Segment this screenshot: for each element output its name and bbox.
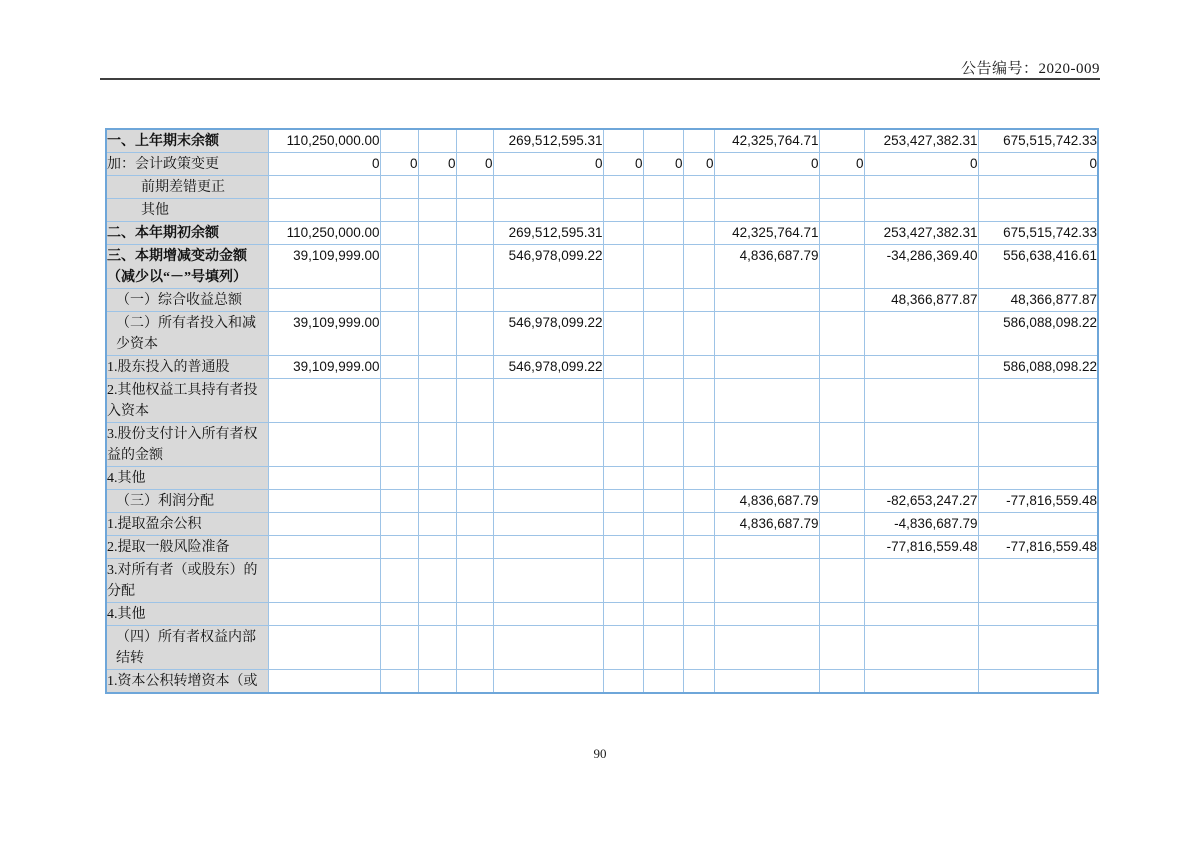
value-cell — [643, 423, 683, 467]
value-cell — [603, 289, 643, 312]
value-cell — [456, 559, 493, 603]
value-cell: 546,978,099.22 — [493, 245, 603, 289]
value-cell — [268, 379, 380, 423]
value-cell — [380, 513, 418, 536]
table-row — [106, 129, 1098, 153]
value-cell: 4,836,687.79 — [714, 245, 819, 289]
row-label-cell: 一、上年期末余额 — [106, 129, 268, 153]
row-label-cell: 2.其他权益工具持有者投入资本 — [106, 379, 268, 423]
equity-change-table — [105, 128, 1099, 694]
value-cell — [819, 199, 864, 222]
value-cell — [456, 603, 493, 626]
value-cell — [493, 559, 603, 603]
value-cell — [683, 467, 714, 490]
value-cell — [683, 423, 714, 467]
value-cell — [418, 312, 456, 356]
value-cell — [864, 423, 978, 467]
value-cell — [683, 513, 714, 536]
value-cell: 0 — [683, 153, 714, 176]
value-cell — [418, 222, 456, 245]
value-cell: 39,109,999.00 — [268, 245, 380, 289]
value-cell: 253,427,382.31 — [864, 222, 978, 245]
value-cell — [683, 289, 714, 312]
value-cell — [603, 536, 643, 559]
value-cell — [819, 245, 864, 289]
value-cell — [643, 245, 683, 289]
value-cell — [643, 490, 683, 513]
value-cell — [819, 222, 864, 245]
table-row — [106, 176, 1098, 199]
row-label-cell: 2.提取一般风险准备 — [106, 536, 268, 559]
value-cell — [456, 199, 493, 222]
table-row — [106, 245, 1098, 289]
value-cell: 675,515,742.33 — [978, 129, 1098, 153]
value-cell — [493, 467, 603, 490]
value-cell — [418, 176, 456, 199]
value-cell — [864, 356, 978, 379]
value-cell — [603, 176, 643, 199]
value-cell — [493, 379, 603, 423]
value-cell: 0 — [456, 153, 493, 176]
value-cell: 48,366,877.87 — [864, 289, 978, 312]
value-cell — [418, 670, 456, 694]
value-cell — [418, 129, 456, 153]
value-cell — [714, 289, 819, 312]
row-label-cell: 二、本年期初余额 — [106, 222, 268, 245]
value-cell: 269,512,595.31 — [493, 129, 603, 153]
value-cell — [714, 379, 819, 423]
value-cell — [456, 289, 493, 312]
row-label-cell: （三）利润分配 — [106, 490, 268, 513]
value-cell — [380, 289, 418, 312]
value-cell: 110,250,000.00 — [268, 222, 380, 245]
value-cell: 39,109,999.00 — [268, 312, 380, 356]
value-cell — [714, 603, 819, 626]
value-cell — [456, 423, 493, 467]
value-cell — [380, 379, 418, 423]
value-cell — [380, 176, 418, 199]
value-cell — [819, 356, 864, 379]
value-cell — [418, 423, 456, 467]
value-cell — [268, 626, 380, 670]
value-cell: 0 — [380, 153, 418, 176]
value-cell — [456, 490, 493, 513]
value-cell — [603, 129, 643, 153]
value-cell — [456, 626, 493, 670]
value-cell: 0 — [864, 153, 978, 176]
value-cell: -77,816,559.48 — [978, 536, 1098, 559]
value-cell — [864, 559, 978, 603]
row-label-cell: 其他 — [106, 199, 268, 222]
value-cell — [456, 312, 493, 356]
value-cell — [603, 490, 643, 513]
value-cell — [603, 245, 643, 289]
value-cell — [643, 513, 683, 536]
table-row — [106, 356, 1098, 379]
value-cell — [603, 626, 643, 670]
value-cell — [603, 513, 643, 536]
value-cell — [493, 199, 603, 222]
value-cell — [978, 379, 1098, 423]
value-cell — [714, 467, 819, 490]
value-cell — [864, 312, 978, 356]
row-label-cell: 1.股东投入的普通股 — [106, 356, 268, 379]
row-label-cell: 3.股份支付计入所有者权益的金额 — [106, 423, 268, 467]
table-row — [106, 467, 1098, 490]
value-cell: 0 — [978, 153, 1098, 176]
value-cell — [978, 626, 1098, 670]
row-label-cell: （四）所有者权益内部结转 — [106, 626, 268, 670]
equity-table-body — [106, 129, 1098, 693]
value-cell: 0 — [493, 153, 603, 176]
value-cell — [418, 199, 456, 222]
value-cell — [643, 626, 683, 670]
value-cell — [714, 356, 819, 379]
value-cell — [819, 312, 864, 356]
value-cell — [643, 603, 683, 626]
value-cell: 4,836,687.79 — [714, 490, 819, 513]
value-cell — [819, 490, 864, 513]
value-cell — [493, 513, 603, 536]
value-cell: 546,978,099.22 — [493, 356, 603, 379]
value-cell — [268, 603, 380, 626]
value-cell: 556,638,416.61 — [978, 245, 1098, 289]
value-cell — [418, 603, 456, 626]
value-cell — [456, 356, 493, 379]
value-cell: 253,427,382.31 — [864, 129, 978, 153]
value-cell — [978, 603, 1098, 626]
value-cell — [714, 312, 819, 356]
value-cell — [603, 559, 643, 603]
value-cell — [493, 603, 603, 626]
value-cell — [864, 176, 978, 199]
value-cell: 675,515,742.33 — [978, 222, 1098, 245]
value-cell — [603, 423, 643, 467]
table-row — [106, 289, 1098, 312]
value-cell — [603, 222, 643, 245]
value-cell — [819, 129, 864, 153]
value-cell: 39,109,999.00 — [268, 356, 380, 379]
value-cell — [418, 356, 456, 379]
value-cell — [978, 423, 1098, 467]
value-cell: -82,653,247.27 — [864, 490, 978, 513]
value-cell — [603, 379, 643, 423]
value-cell: 586,088,098.22 — [978, 356, 1098, 379]
value-cell: 42,325,764.71 — [714, 222, 819, 245]
value-cell — [683, 176, 714, 199]
value-cell — [683, 490, 714, 513]
value-cell — [268, 490, 380, 513]
value-cell — [268, 199, 380, 222]
value-cell: 0 — [714, 153, 819, 176]
value-cell: 42,325,764.71 — [714, 129, 819, 153]
value-cell — [456, 467, 493, 490]
value-cell: 110,250,000.00 — [268, 129, 380, 153]
table-row — [106, 513, 1098, 536]
table-row — [106, 423, 1098, 467]
value-cell — [418, 536, 456, 559]
value-cell — [268, 559, 380, 603]
value-cell: 48,366,877.87 — [978, 289, 1098, 312]
value-cell — [456, 536, 493, 559]
value-cell — [380, 129, 418, 153]
value-cell — [819, 379, 864, 423]
value-cell — [456, 245, 493, 289]
row-label-cell: 3.对所有者（或股东）的分配 — [106, 559, 268, 603]
value-cell — [603, 467, 643, 490]
value-cell — [819, 513, 864, 536]
value-cell — [380, 536, 418, 559]
value-cell — [456, 176, 493, 199]
table-row — [106, 559, 1098, 603]
value-cell: -34,286,369.40 — [864, 245, 978, 289]
page-number: 90 — [593, 746, 607, 761]
value-cell — [493, 423, 603, 467]
value-cell — [268, 289, 380, 312]
value-cell — [418, 513, 456, 536]
value-cell: 546,978,099.22 — [493, 312, 603, 356]
table-row — [106, 626, 1098, 670]
value-cell — [978, 513, 1098, 536]
value-cell — [418, 559, 456, 603]
value-cell — [714, 626, 819, 670]
value-cell — [683, 312, 714, 356]
row-label-cell: 1.提取盈余公积 — [106, 513, 268, 536]
value-cell — [643, 356, 683, 379]
value-cell — [714, 176, 819, 199]
row-label-cell: （二）所有者投入和减少资本 — [106, 312, 268, 356]
value-cell — [864, 626, 978, 670]
value-cell — [714, 423, 819, 467]
value-cell — [714, 670, 819, 694]
value-cell — [683, 129, 714, 153]
value-cell — [268, 176, 380, 199]
value-cell — [456, 513, 493, 536]
value-cell — [493, 176, 603, 199]
value-cell — [493, 626, 603, 670]
value-cell — [643, 379, 683, 423]
value-cell — [456, 379, 493, 423]
table-row — [106, 536, 1098, 559]
row-label-cell: （一）综合收益总额 — [106, 289, 268, 312]
row-label-cell: 前期差错更正 — [106, 176, 268, 199]
value-cell — [418, 379, 456, 423]
value-cell — [380, 199, 418, 222]
value-cell — [643, 467, 683, 490]
value-cell — [819, 289, 864, 312]
value-cell — [819, 626, 864, 670]
value-cell — [493, 670, 603, 694]
value-cell — [683, 199, 714, 222]
value-cell — [493, 490, 603, 513]
value-cell — [643, 199, 683, 222]
value-cell — [978, 559, 1098, 603]
value-cell — [864, 379, 978, 423]
row-label-cell: 加：会计政策变更 — [106, 153, 268, 176]
value-cell — [268, 467, 380, 490]
value-cell — [978, 199, 1098, 222]
value-cell — [643, 536, 683, 559]
value-cell — [683, 670, 714, 694]
value-cell — [819, 176, 864, 199]
value-cell — [380, 467, 418, 490]
value-cell: 269,512,595.31 — [493, 222, 603, 245]
value-cell — [268, 423, 380, 467]
value-cell — [978, 467, 1098, 490]
value-cell — [864, 670, 978, 694]
table-row — [106, 312, 1098, 356]
value-cell — [380, 626, 418, 670]
table-row — [106, 603, 1098, 626]
value-cell — [683, 222, 714, 245]
value-cell — [380, 670, 418, 694]
table-row — [106, 199, 1098, 222]
value-cell — [864, 603, 978, 626]
value-cell — [268, 513, 380, 536]
value-cell — [380, 312, 418, 356]
value-cell: 0 — [418, 153, 456, 176]
value-cell — [714, 559, 819, 603]
value-cell — [714, 199, 819, 222]
value-cell — [456, 222, 493, 245]
value-cell — [864, 467, 978, 490]
value-cell: 4,836,687.79 — [714, 513, 819, 536]
value-cell — [603, 199, 643, 222]
value-cell — [603, 670, 643, 694]
value-cell — [418, 289, 456, 312]
row-label-cell: 三、本期增减变动金额（减少以“－”号填列） — [106, 245, 268, 289]
value-cell — [643, 129, 683, 153]
value-cell — [643, 289, 683, 312]
value-cell — [819, 559, 864, 603]
value-cell — [603, 603, 643, 626]
row-label-cell: 1.资本公积转增资本（或 — [106, 670, 268, 694]
value-cell — [418, 490, 456, 513]
value-cell — [268, 536, 380, 559]
value-cell — [819, 536, 864, 559]
value-cell — [456, 670, 493, 694]
table-row — [106, 153, 1098, 176]
announcement-number: 公告编号：2020-009 — [961, 61, 1100, 77]
header-rule — [100, 78, 1100, 80]
value-cell — [819, 423, 864, 467]
value-cell — [683, 379, 714, 423]
value-cell: -77,816,559.48 — [978, 490, 1098, 513]
value-cell — [714, 536, 819, 559]
value-cell: 0 — [268, 153, 380, 176]
value-cell — [643, 559, 683, 603]
value-cell — [603, 356, 643, 379]
value-cell: 586,088,098.22 — [978, 312, 1098, 356]
value-cell — [493, 289, 603, 312]
table-row — [106, 490, 1098, 513]
value-cell — [603, 312, 643, 356]
value-cell — [380, 559, 418, 603]
value-cell — [268, 670, 380, 694]
value-cell — [380, 356, 418, 379]
value-cell — [380, 423, 418, 467]
row-label-cell: 4.其他 — [106, 467, 268, 490]
value-cell — [683, 603, 714, 626]
value-cell — [819, 603, 864, 626]
value-cell: -4,836,687.79 — [864, 513, 978, 536]
value-cell — [683, 245, 714, 289]
value-cell — [819, 670, 864, 694]
row-label-cell: 4.其他 — [106, 603, 268, 626]
value-cell — [819, 467, 864, 490]
value-cell — [418, 626, 456, 670]
value-cell — [493, 536, 603, 559]
value-cell — [683, 559, 714, 603]
value-cell — [643, 312, 683, 356]
value-cell — [418, 245, 456, 289]
value-cell: 0 — [603, 153, 643, 176]
value-cell — [978, 176, 1098, 199]
value-cell — [380, 245, 418, 289]
value-cell — [683, 356, 714, 379]
table-row — [106, 222, 1098, 245]
value-cell — [643, 670, 683, 694]
table-row — [106, 670, 1098, 694]
value-cell: 0 — [643, 153, 683, 176]
value-cell — [380, 603, 418, 626]
value-cell — [978, 670, 1098, 694]
value-cell: 0 — [819, 153, 864, 176]
value-cell — [643, 176, 683, 199]
value-cell — [683, 536, 714, 559]
value-cell — [864, 199, 978, 222]
value-cell: -77,816,559.48 — [864, 536, 978, 559]
value-cell — [643, 222, 683, 245]
value-cell — [683, 626, 714, 670]
table-row — [106, 379, 1098, 423]
value-cell — [456, 129, 493, 153]
value-cell — [418, 467, 456, 490]
value-cell — [380, 222, 418, 245]
value-cell — [380, 490, 418, 513]
